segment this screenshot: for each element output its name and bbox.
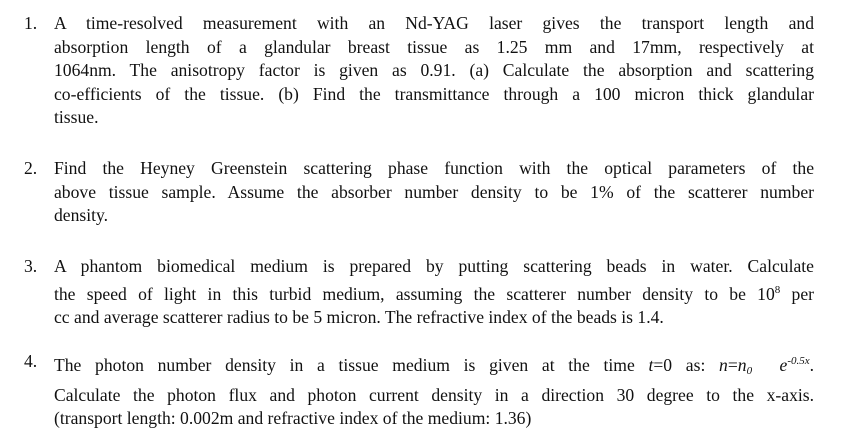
- variable-t: t: [648, 355, 654, 375]
- problem-line: (transport length: 0.002m and refractive index of the medium: 1.36): [54, 408, 532, 429]
- problem-text: [54, 157, 814, 228]
- problem-number: 4.: [24, 351, 38, 371]
- problem-line: co-efficients of the tissue. (b) Find the transmittance through a 100 micron thick glandular: [54, 83, 814, 104]
- problem-line: absorption length of a glandular breast tissue as 1.25 mm and 17mm, respectively at: [54, 36, 814, 57]
- problem-line-text: The photon number density in a tissue medium is given at the time: [54, 355, 649, 375]
- problem-line: A time-resolved measurement with an Nd-YAG laser gives the transport length and: [54, 13, 814, 33]
- problem-line-tail: per: [780, 283, 814, 304]
- problem-line: density.: [54, 205, 109, 226]
- problem-line: Find the Heyney Greenstein scattering phase function with the optical parameters of the: [54, 158, 814, 178]
- problem-line: tissue.: [54, 107, 99, 128]
- problem-text: [54, 12, 814, 130]
- superscript: 8: [774, 283, 781, 296]
- problem-line: [54, 279, 814, 307]
- problem-line: Calculate the photon flux and photon current density in a direction 30 degree to the x-axis.: [54, 384, 814, 405]
- equation-end: .: [809, 355, 815, 375]
- problem-line-text: the speed of light in this turbid medium, assuming the scatterer number density to be 10: [54, 283, 775, 304]
- problem-line: above tissue sample. Assume the absorber number density to be 1% of the scatterer number: [54, 181, 814, 202]
- variable-e: e: [779, 355, 788, 375]
- problem-line: [54, 350, 814, 384]
- problem-text: [54, 350, 814, 431]
- variable-n: n: [719, 355, 728, 375]
- equation-text: =0 as:: [653, 355, 720, 375]
- subscript: 0: [746, 365, 753, 377]
- problem-line: cc and average scatterer radius to be 5 micron. The refractive index of the beads is 1.4.: [54, 307, 664, 328]
- exponent: -0.5x: [787, 355, 810, 367]
- variable-n0: n: [737, 355, 747, 375]
- problem-number: 3.: [24, 256, 38, 276]
- problem-line: 1064nm. The anisotropy factor is given as 0.91. (a) Calculate the absorption and scattering: [54, 60, 814, 81]
- equation-text: =: [727, 355, 738, 375]
- problem-number: 2.: [24, 158, 38, 178]
- problem-text: [54, 255, 814, 330]
- problem-number: 1.: [24, 13, 38, 33]
- problem-line: A phantom biomedical medium is prepared by putting scattering beads in water. Calculate: [54, 256, 814, 276]
